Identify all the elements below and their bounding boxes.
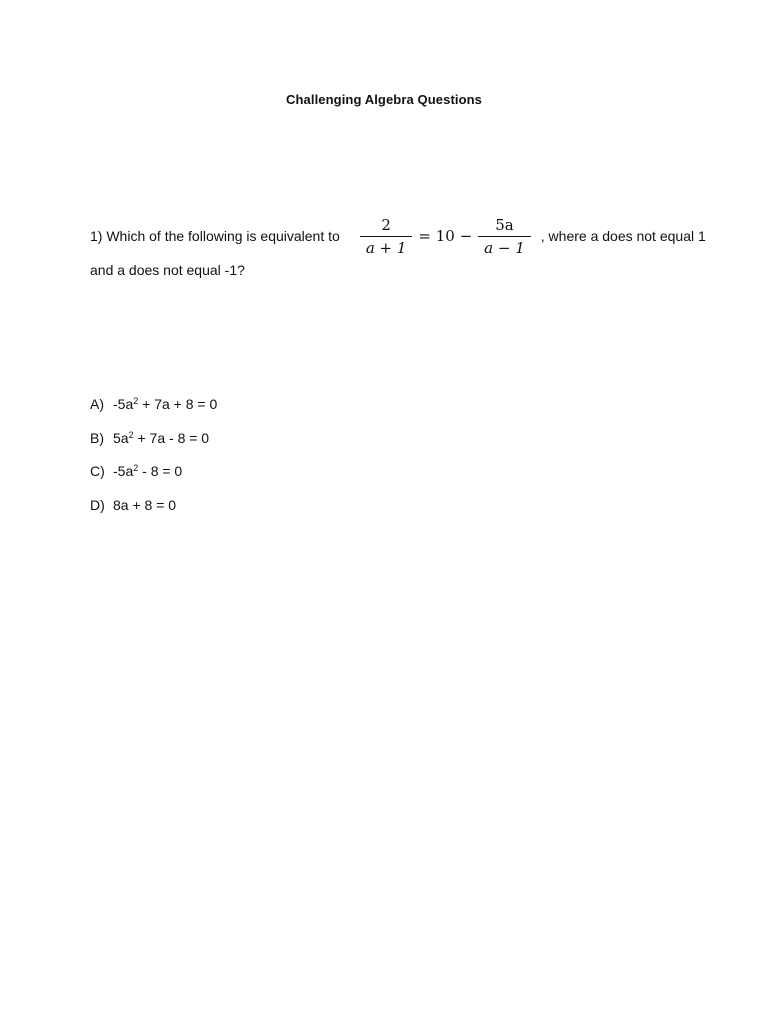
right-denominator: a − 1 bbox=[478, 236, 531, 257]
choice-c bbox=[90, 463, 217, 497]
question-continuation: and a does not equal -1? bbox=[90, 262, 245, 278]
answer-choices bbox=[90, 396, 217, 530]
choice-text: $-5a^2 - 8 = 0$ bbox=[113, 463, 183, 479]
choice-text: $5a^2 + 7a - 8 = 0$ bbox=[113, 429, 210, 446]
choice-text: 8a + 8 = 0 bbox=[113, 496, 177, 513]
page-title: Challenging Algebra Questions bbox=[286, 92, 482, 107]
equation bbox=[356, 216, 535, 257]
question-suffix: , where a does not equal 1 bbox=[540, 228, 706, 244]
choice-letter: B) bbox=[90, 429, 104, 446]
question-prefix: 1) Which of the following is equivalent to bbox=[90, 228, 340, 244]
choice-letter: D) bbox=[90, 496, 105, 513]
choice-letter: A) bbox=[90, 396, 104, 412]
right-fraction bbox=[478, 216, 531, 257]
right-numerator: 5a bbox=[495, 215, 514, 234]
choice-d bbox=[90, 497, 217, 531]
choice-b bbox=[90, 430, 217, 464]
choice-text: $-5a^2 + 7a + 8 = 0$ bbox=[113, 396, 218, 412]
left-fraction bbox=[360, 216, 413, 257]
equation-middle: = 10 − bbox=[418, 227, 473, 245]
left-numerator: 2 bbox=[381, 215, 391, 234]
choice-letter: C) bbox=[90, 463, 105, 479]
left-denominator: a + 1 bbox=[360, 236, 413, 257]
question-text-line bbox=[90, 212, 706, 260]
choice-a bbox=[90, 396, 217, 430]
